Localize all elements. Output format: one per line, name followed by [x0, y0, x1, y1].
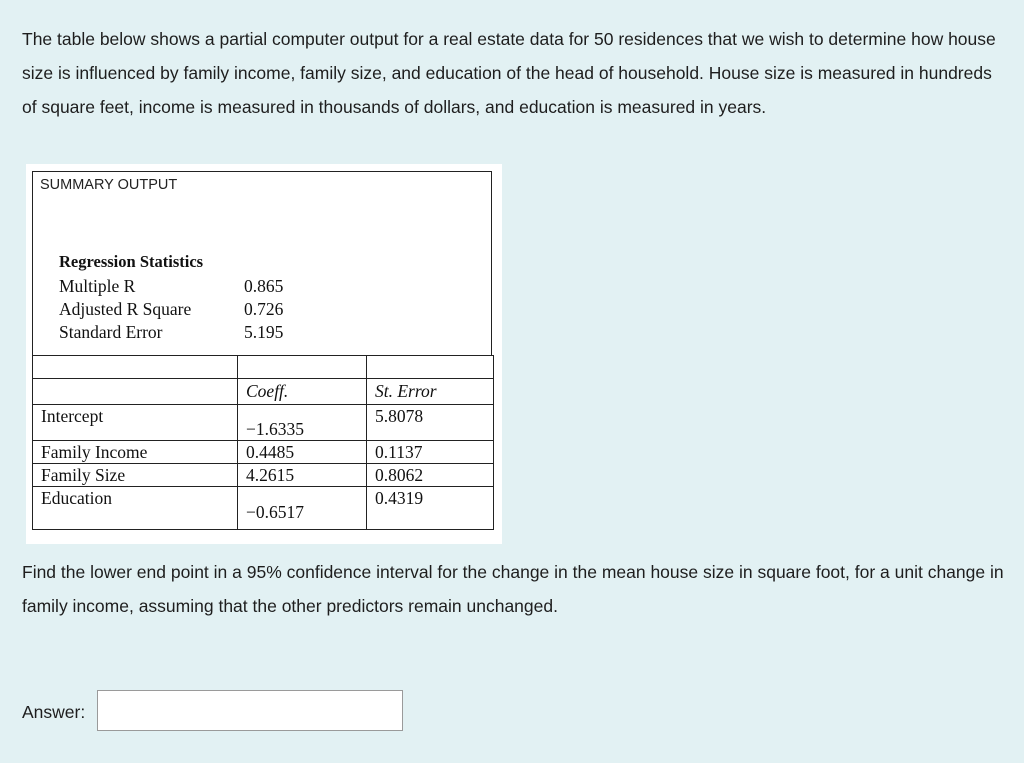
st-error-value: 0.4319	[367, 487, 494, 530]
problem-intro: The table below shows a partial computer output for a real estate data for 50 residences that we wish to determine how house size is influenced by family income, family size, and education of the head of household. House size is measured in hundreds of square feet, income is measured in thousands of dollars, and education is measured in years.	[22, 29, 996, 117]
coeff-value: −0.6517	[238, 487, 367, 530]
coeff-value: 0.4485	[238, 441, 367, 464]
question-text: Find the lower end point in a 95% confidence interval for the change in the mean house size in square foot, for a unit change in family income, assuming that the other predictors remain unchanged.	[22, 562, 1004, 616]
header-cell-coeff: Coeff.	[238, 379, 367, 405]
stat-label-adjusted-r-square: Adjusted R Square	[59, 299, 192, 319]
stat-value-multiple-r: 0.865	[244, 276, 284, 296]
coeff-value: −1.6335	[238, 405, 367, 441]
table-row-family-size	[33, 464, 494, 487]
table-row-education	[33, 487, 494, 530]
st-error-value: 0.8062	[367, 464, 494, 487]
stat-label-multiple-r: Multiple R	[59, 276, 136, 296]
row-label: Family Size	[33, 464, 238, 487]
answer-label: Answer:	[22, 702, 86, 722]
regression-statistics-heading: Regression Statistics	[59, 252, 204, 271]
table-header-row	[33, 379, 494, 405]
stat-value-adjusted-r-square: 0.726	[244, 299, 284, 319]
st-error-value: 0.1137	[367, 441, 494, 464]
coeff-value: 4.2615	[238, 464, 367, 487]
regression-output-image	[26, 164, 502, 544]
row-label: Family Income	[33, 441, 238, 464]
answer-input[interactable]	[97, 690, 403, 731]
row-label: Intercept	[33, 405, 238, 441]
coefficients-table	[32, 355, 494, 530]
stat-value-standard-error: 5.195	[244, 322, 284, 342]
st-error-value: 5.8078	[367, 405, 494, 441]
summary-output-title: SUMMARY OUTPUT	[40, 177, 178, 193]
table-row-blank	[33, 356, 494, 379]
header-cell-st-error: St. Error	[367, 379, 494, 405]
header-cell-name	[33, 379, 238, 405]
stat-label-standard-error: Standard Error	[59, 322, 163, 342]
row-label: Education	[33, 487, 238, 530]
table-row-family-income	[33, 441, 494, 464]
table-row-intercept	[33, 405, 494, 441]
summary-output-box	[32, 171, 492, 356]
